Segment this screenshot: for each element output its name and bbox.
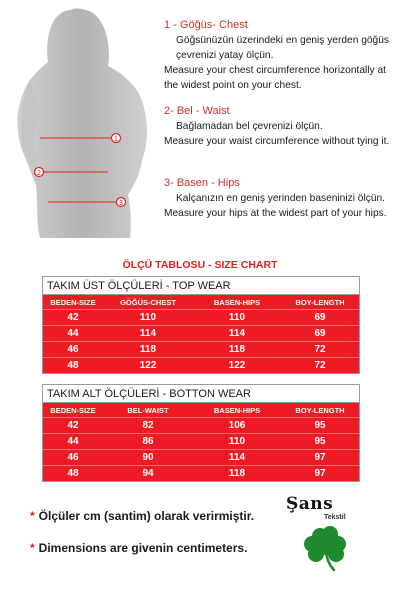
table-grid [43, 294, 359, 373]
header-cell: BEDEN-SIZE [50, 297, 96, 307]
instruction-heading: 2- Bel - Waist [164, 105, 230, 117]
table-cell: 118 [228, 468, 246, 479]
table-cell: 46 [67, 452, 79, 463]
note-en [30, 541, 247, 555]
table-cell: 46 [67, 344, 79, 355]
table-cell: 97 [314, 468, 326, 479]
table-cell: 122 [228, 360, 246, 371]
header-cell: BASEN-HIPS [213, 297, 261, 307]
table-cell: 48 [67, 360, 79, 371]
instruction-en: Measure your hips at the widest part of your hips. [164, 208, 387, 219]
table-cell: 114 [228, 452, 246, 463]
table-row [43, 309, 359, 325]
brand-subtitle: Tekstil [324, 514, 346, 521]
table-cell: 118 [139, 344, 157, 355]
marker-waist-label: 2 [37, 170, 41, 177]
table-cell: 110 [139, 312, 157, 323]
header-cell: BEDEN-SIZE [50, 405, 96, 415]
table-cell: 95 [314, 420, 326, 431]
table-cell: 69 [314, 312, 326, 323]
table-cell: 118 [228, 344, 246, 355]
size-chart-title: ÖLÇÜ TABLOSU - SIZE CHART [122, 259, 278, 271]
instruction-heading: 1 - Göğüs- Chest [164, 19, 248, 31]
table-row [43, 417, 359, 433]
table-cell: 122 [139, 360, 157, 371]
instruction-tr: Bağlamadan bel çevrenizi ölçün. [176, 121, 323, 132]
marker-chest-label: 1 [114, 136, 118, 143]
table-cell: 72 [314, 360, 326, 371]
instruction-tr: Göğsünüzün üzerindeki en geniş yerden göğüs çevrenizi yatay ölçün. [176, 35, 389, 61]
table-cell: 86 [142, 436, 154, 447]
table-cell: 44 [67, 436, 79, 447]
table-cell: 72 [314, 344, 326, 355]
body-silhouette [0, 0, 160, 250]
header-cell: BOY-LENGTH [295, 405, 345, 415]
asterisk-icon: * [30, 509, 35, 523]
table-cell: 82 [142, 420, 154, 431]
table-row [43, 325, 359, 341]
note-text: Ölçüler cm (santim) olarak verirmiştir. [38, 509, 255, 523]
table-row [43, 465, 359, 481]
brand-logo [286, 494, 366, 521]
note-tr [30, 509, 254, 523]
table-cell: 106 [228, 420, 246, 431]
instruction-hips [164, 176, 396, 221]
table-grid [43, 402, 359, 481]
table-row [43, 357, 359, 373]
table-cell: 48 [67, 468, 79, 479]
table-cell: 94 [142, 468, 154, 479]
instruction-chest [164, 18, 396, 93]
table-cell: 69 [314, 328, 326, 339]
table-cell: 114 [139, 328, 157, 339]
silhouette-body [17, 9, 147, 239]
table-header-row [43, 402, 359, 417]
table-row [43, 449, 359, 465]
instruction-tr: Kalçanızın en geniş yerinden baseninizi ölçün. [176, 193, 385, 204]
note-text: Dimensions are givenin centimeters. [38, 541, 248, 555]
table-row [43, 433, 359, 449]
instruction-waist [164, 104, 396, 149]
top-wear-table [42, 276, 360, 374]
table-cell: 95 [314, 436, 326, 447]
instruction-heading: 3- Basen - Hips [164, 177, 240, 189]
table-cell: 97 [314, 452, 326, 463]
table-header-row [43, 294, 359, 309]
header-cell: BOY-LENGTH [295, 297, 345, 307]
header-cell: GÖĞÜS-CHEST [120, 297, 176, 307]
brand-name: Şans [286, 494, 334, 514]
instruction-en: Measure your chest circumference horizontally at the widest point on your chest. [164, 65, 386, 91]
table-cell: 42 [67, 420, 79, 431]
table-cell: 110 [228, 436, 246, 447]
table-cell: 44 [67, 328, 79, 339]
header-cell: BEL-WAIST [127, 405, 169, 415]
header-cell: BASEN-HIPS [213, 405, 261, 415]
table-row [43, 341, 359, 357]
table-cell: 114 [228, 328, 246, 339]
table-cell: 110 [228, 312, 246, 323]
table-caption: TAKIM ÜST ÖLÇÜLERİ - TOP WEAR [43, 277, 359, 294]
instruction-en: Measure your waist circumference without tying it. [164, 136, 390, 147]
marker-hips-label: 3 [119, 200, 123, 207]
asterisk-icon: * [30, 541, 35, 555]
clover-icon [300, 522, 352, 574]
bottom-wear-table [42, 384, 360, 482]
table-cell: 90 [142, 452, 154, 463]
table-cell: 42 [67, 312, 79, 323]
table-caption: TAKIM ALT ÖLÇÜLERİ - BOTTON WEAR [43, 385, 359, 402]
